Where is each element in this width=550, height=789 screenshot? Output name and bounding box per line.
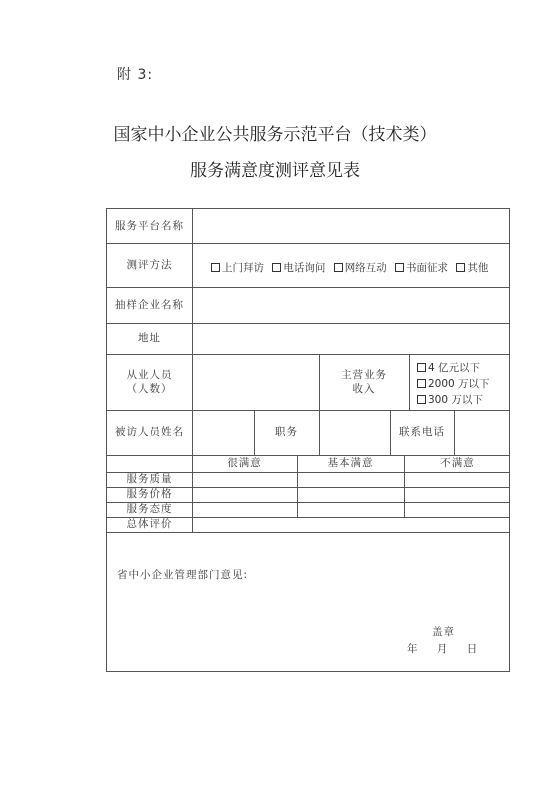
header-unsatisfied: 不满意: [440, 457, 475, 470]
employees-label-line2: （人数）: [126, 383, 173, 395]
checkbox-icon[interactable]: [334, 263, 343, 272]
sample-company-field[interactable]: [192, 287, 511, 323]
interviewee-field[interactable]: [192, 410, 254, 455]
checkbox-icon[interactable]: [417, 363, 426, 372]
checkbox-icon[interactable]: [456, 263, 465, 272]
rating-row-price: 服务价格: [126, 488, 173, 501]
checkbox-icon[interactable]: [395, 263, 404, 272]
eval-method-options: [211, 260, 493, 275]
employees-field[interactable]: [192, 354, 319, 410]
interviewee-label: 被访人员姓名: [115, 426, 184, 439]
address-label: 地址: [138, 332, 161, 345]
option-onsite-visit[interactable]: 上门拜访: [211, 262, 264, 274]
seal-label: 盖章: [432, 626, 455, 638]
platform-name-label: 服务平台名称: [115, 219, 184, 232]
eval-method-label: 测评方法: [126, 258, 173, 271]
revenue-options: [417, 360, 490, 408]
form-subtitle: 服务满意度测评意见表: [190, 161, 360, 181]
phone-field[interactable]: [454, 410, 511, 455]
checkbox-icon[interactable]: [417, 379, 426, 388]
revenue-option-400m[interactable]: 4 亿元以下: [417, 360, 490, 376]
employees-label: [107, 354, 192, 410]
checkbox-icon[interactable]: [272, 263, 281, 272]
annex-label: 附 3:: [117, 67, 154, 83]
option-other[interactable]: 其他: [456, 262, 488, 274]
position-label: 职务: [275, 426, 298, 439]
platform-name-field[interactable]: [192, 209, 511, 243]
header-basically-satisfied: 基本满意: [327, 457, 374, 470]
position-field[interactable]: [319, 410, 390, 455]
column-divider: [409, 354, 410, 410]
option-written-request[interactable]: 书面征求: [395, 262, 448, 274]
header-very-satisfied: 很满意: [227, 457, 262, 470]
revenue-label-line2: 收入: [352, 383, 376, 395]
phone-label: 联系电话: [399, 426, 445, 439]
rating-row-attitude: 服务态度: [126, 503, 173, 516]
date-line: 年 月 日: [407, 643, 478, 655]
rating-row-quality: 服务质量: [126, 473, 173, 486]
form-title: 国家中小企业公共服务示范平台（技术类）: [113, 125, 437, 145]
revenue-option-3m[interactable]: 300 万以下: [417, 392, 490, 408]
employees-label-line1: 从业人员: [126, 368, 173, 381]
option-online-interaction[interactable]: 网络互动: [334, 262, 387, 274]
revenue-label-line1: 主营业务: [341, 368, 387, 381]
checkbox-icon[interactable]: [417, 395, 426, 404]
revenue-label: [319, 354, 409, 410]
evaluation-form-table: [106, 208, 510, 672]
option-phone-inquiry[interactable]: 电话询问: [272, 262, 325, 274]
rating-row-overall: 总体评价: [126, 518, 173, 531]
row-divider: [107, 532, 509, 533]
sample-company-label: 抽样企业名称: [115, 298, 184, 311]
revenue-option-20m[interactable]: 2000 万以下: [417, 376, 490, 392]
checkbox-icon[interactable]: [211, 263, 220, 272]
opinion-label: 省中小企业管理部门意见:: [117, 569, 249, 581]
address-field[interactable]: [192, 323, 511, 354]
